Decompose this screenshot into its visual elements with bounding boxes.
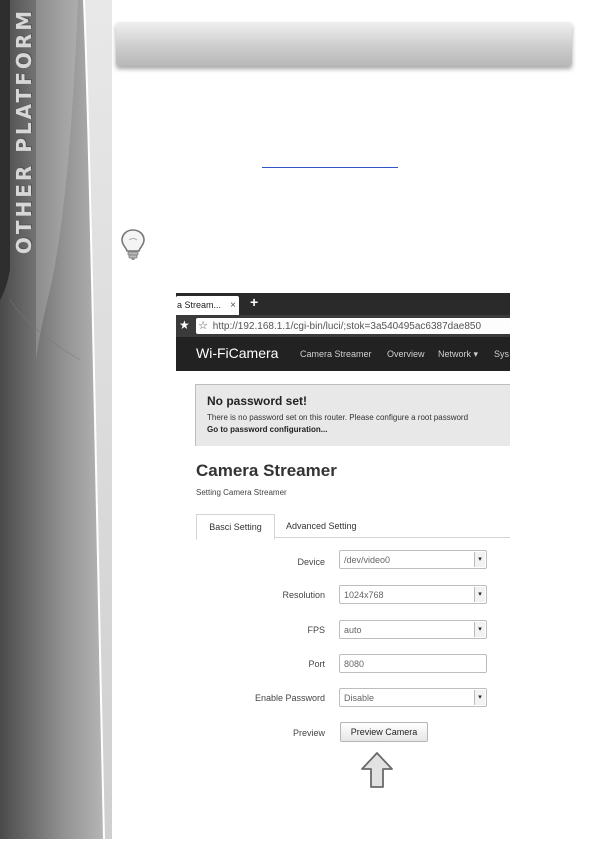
chevron-down-icon[interactable]: ▾	[474, 552, 485, 567]
fps-label: FPS	[307, 625, 325, 635]
address-bar	[176, 315, 510, 337]
new-tab-icon[interactable]: +	[250, 294, 259, 310]
browser-tab-bar	[176, 293, 510, 315]
enable-password-select[interactable]	[339, 688, 487, 707]
tab-advanced-setting[interactable]: Advanced Setting	[286, 521, 357, 531]
browser-tab[interactable]	[176, 296, 239, 315]
chevron-down-icon[interactable]: ▾	[474, 622, 485, 637]
brand-title[interactable]: Wi-FiCamera	[196, 345, 279, 361]
nav-item-network[interactable]: Network ▾	[438, 349, 479, 359]
bookmark-star-icon[interactable]: ★	[179, 318, 190, 332]
no-password-alert	[195, 384, 510, 446]
tab-basic-setting[interactable]: Basci Setting	[196, 514, 275, 540]
fps-value: auto	[344, 625, 362, 635]
page-title: Camera Streamer	[196, 461, 337, 480]
sidebar-band	[0, 0, 112, 839]
url-text: http://192.168.1.1/cgi-bin/luci/;stok=3a540495ac6387dae850	[212, 321, 482, 332]
fps-select[interactable]	[339, 620, 487, 639]
chevron-down-icon[interactable]: ▾	[474, 587, 485, 602]
preview-label: Preview	[292, 728, 325, 738]
nav-item-camera-streamer[interactable]: Camera Streamer	[300, 349, 372, 359]
arrow-up-icon	[360, 751, 394, 789]
resolution-select[interactable]	[339, 585, 487, 604]
alert-body: There is no password set on this router. Please configure a root password	[207, 413, 469, 422]
router-screenshot	[176, 293, 510, 753]
sidebar-title: OTHER PLATFORM	[12, 7, 37, 255]
browser-tab-title: a Stream...	[177, 300, 222, 310]
section-header-bar	[116, 22, 572, 66]
url-field[interactable]	[196, 318, 510, 334]
document-link-underline[interactable]	[262, 167, 398, 168]
enable-password-value: Disable	[344, 693, 375, 703]
bookmark-outline-icon[interactable]: ☆	[198, 320, 208, 332]
page-subtitle: Setting Camera Streamer	[196, 488, 287, 497]
device-select[interactable]	[339, 550, 487, 569]
nav-item-system[interactable]: Sys	[494, 349, 510, 359]
resolution-label: Resolution	[282, 590, 325, 600]
tab-close-icon[interactable]: ×	[230, 300, 236, 311]
preview-camera-button[interactable]: Preview Camera	[340, 722, 428, 742]
lightbulb-icon	[120, 228, 146, 262]
alert-title: No password set!	[207, 394, 308, 408]
nav-item-overview[interactable]: Overview	[387, 349, 425, 359]
resolution-value: 1024x768	[344, 590, 384, 600]
chevron-down-icon[interactable]: ▾	[474, 690, 485, 705]
device-label: Device	[297, 557, 325, 567]
enable-password-label: Enable Password	[254, 693, 325, 703]
port-value: 8080	[344, 659, 365, 669]
router-navbar	[176, 337, 510, 371]
password-config-link[interactable]: Go to password configuration...	[207, 425, 328, 434]
port-label: Port	[308, 659, 325, 669]
port-input[interactable]	[339, 654, 487, 673]
device-value: /dev/video0	[344, 555, 391, 565]
